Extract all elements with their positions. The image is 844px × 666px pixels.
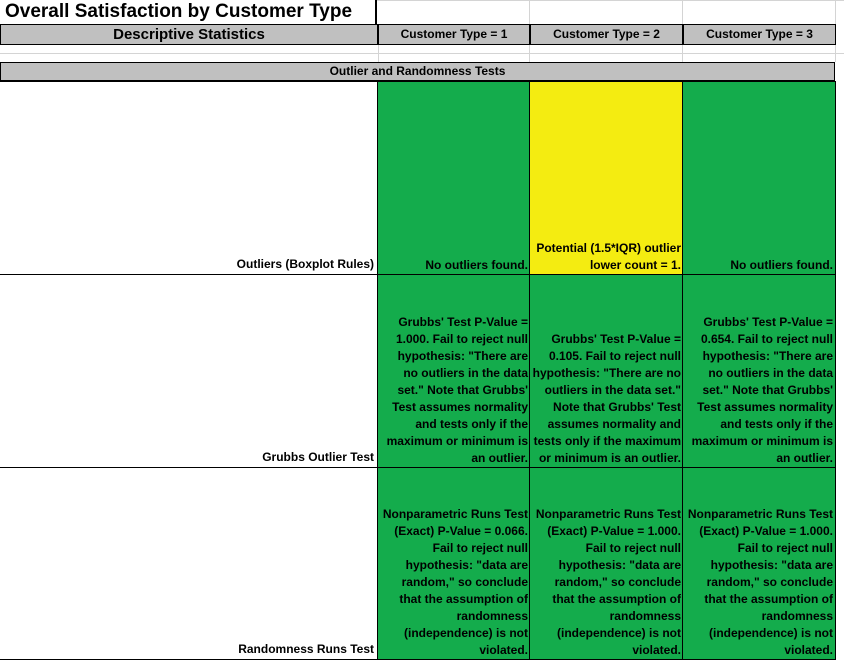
column-header-type-3[interactable]: Customer Type = 3 [682,24,836,45]
result-text: Nonparametric Runs Test (Exact) P-Value = 0.066. Fail to reject null hypothesis: "data are random," so conclude that the assumption of randomness (independence) is not violated. [382,507,528,657]
result-cell-grubbs-type-1[interactable] [377,274,530,467]
gridline [0,53,844,54]
result-cell-outliers-type-2[interactable] [529,81,683,274]
result-text: No outliers found. [425,258,528,272]
result-cell-outliers-type-1[interactable] [377,81,530,274]
row-label-text: Outliers (Boxplot Rules) [236,257,374,271]
gridline [682,0,683,24]
result-text: Potential (1.5*IQR) outlier lower count = 1. [536,241,681,272]
result-cell-runs-type-3[interactable] [682,467,836,660]
row-label-text: Randomness Runs Test [238,642,374,656]
gridline [378,45,379,62]
section-header-outlier-randomness[interactable]: Outlier and Randomness Tests [0,62,835,81]
result-cell-runs-type-2[interactable] [529,467,683,660]
result-text: Grubbs' Test P-Value = 1.000. Fail to reject null hypothesis: "There are no outliers in the data set." Note that Grubbs' Test assumes normality and tests only if the maximum or minimum is an outlier. [386,315,528,465]
row-label-grubbs-test[interactable] [0,274,378,467]
result-text: Grubbs' Test P-Value = 0.654. Fail to reject null hypothesis: "There are no outliers in the data set." Note that Grubbs' Test assumes normality and tests only if the maximum or minimum is an outlier. [691,315,833,465]
result-cell-grubbs-type-3[interactable] [682,274,836,467]
row-label-outliers-boxplot[interactable] [0,81,378,274]
result-text: Grubbs' Test P-Value = 0.105. Fail to reject null hypothesis: "There are no outliers in the data set." Note that Grubbs' Test assumes normality and tests only if the maximum or minimum is an outlier. [532,332,681,465]
result-text: No outliers found. [730,258,833,272]
row-label-text: Grubbs Outlier Test [262,450,374,464]
gridline [682,45,683,62]
sheet-title[interactable]: Overall Satisfaction by Customer Type [0,0,377,24]
gridline [377,0,844,1]
row-label-runs-test[interactable] [0,467,378,660]
result-text: Nonparametric Runs Test (Exact) P-Value = 1.000. Fail to reject null hypothesis: "data are random," so conclude that the assumption of randomness (independence) is not violated. [687,507,833,657]
column-header-type-2[interactable]: Customer Type = 2 [529,24,683,45]
gridline [529,45,530,62]
result-text: Nonparametric Runs Test (Exact) P-Value = 1.000. Fail to reject null hypothesis: "data are random," so conclude that the assumption of randomness (independence) is not violated. [535,507,681,657]
column-header-type-1[interactable]: Customer Type = 1 [377,24,530,45]
gridline [529,0,530,24]
result-cell-outliers-type-3[interactable] [682,81,836,274]
result-cell-grubbs-type-2[interactable] [529,274,683,467]
descriptive-statistics-header[interactable]: Descriptive Statistics [0,24,378,45]
result-cell-runs-type-1[interactable] [377,467,530,660]
